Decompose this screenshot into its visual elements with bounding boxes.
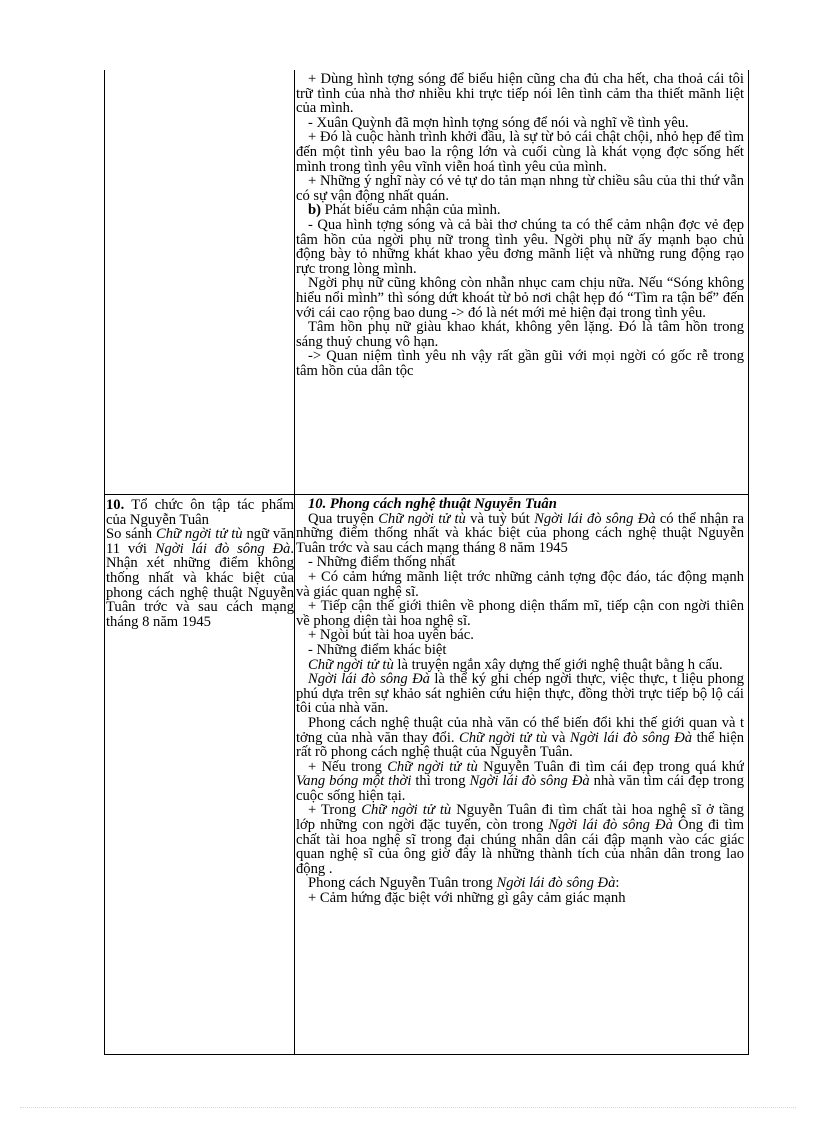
work-title: Chữ ngời tử tù — [459, 729, 548, 746]
work-title: Ngời lái đò sông Đà — [569, 729, 693, 746]
text-run: + Nếu trong — [308, 758, 388, 775]
paragraph: + Dùng hình tợng sóng để biểu hiện cũng cha đủ cha hết, cha thoả cái tôi trữ tình của nhà thơ nhiều khi trực tiếp nói lên tình cảm tha thiết mãnh liệt của mình. — [296, 72, 744, 117]
paragraph: + Tiếp cận thế giới thiên về phong diện thẩm mĩ, tiếp cận con ngời thiên về phong diện tài hoa nghệ sĩ. — [296, 598, 744, 629]
paragraph — [296, 672, 744, 716]
table-column-divider — [294, 70, 295, 1055]
work-title: Ngời lái đò sông Đà — [496, 875, 616, 892]
paragraph: + Những ý nghĩ này có vẻ tự do tản mạn nhng từ chiều sâu của thi thứ vẫn có sự vận động nhất quán. — [296, 173, 744, 204]
text-run: là truyện ngắn xây dựng thế giới nghệ thuật bằng h cấu. — [393, 656, 723, 673]
text-run: ngữ văn 11 với — [106, 526, 294, 557]
text-run: là thể ký ghi chép ngời thực, việc thực, t liệu phong phú dựa trên sự khảo sát nghiên cứu hiện thực, đồng thời trực tiếp bộ lộ cái tôi của nhà văn. — [296, 671, 744, 717]
table-bottom-border — [104, 1054, 749, 1055]
row2-task-cell — [106, 498, 294, 1052]
paragraph — [296, 760, 744, 804]
content-table — [104, 70, 749, 1055]
item-text: Phát biểu cảm nhận của mình. — [324, 202, 501, 219]
text-run: Ông đi tìm chất tài hoa nghệ sĩ trong đại chúng nhân dân cái đập mạnh vào các giác quan nghệ sĩ của ông giờ đây là những thành tích của nhân dân trong lao động . — [296, 817, 744, 877]
task-title-text: Tổ chức ôn tập tác phẩm của Nguyễn Tuân — [106, 498, 294, 528]
work-title: Chữ ngời tử tù — [361, 802, 452, 819]
paragraph: -> Quan niệm tình yêu nh vậy rất gần gũi với mọi ngời có gốc rễ trong tâm hồn của dân tộc — [296, 348, 744, 379]
paragraph — [296, 203, 744, 218]
table-left-border — [104, 70, 105, 1055]
text-run: và — [547, 729, 570, 746]
page-footer-rule — [20, 1107, 796, 1108]
text-run: + Trong — [308, 802, 362, 819]
text-run: thì trong — [411, 773, 470, 790]
paragraph — [296, 658, 744, 673]
work-title: Chữ ngời tử tù — [387, 758, 478, 775]
task-description — [106, 527, 294, 629]
work-title: Chữ ngời tử tù — [156, 526, 243, 543]
task-number: 10. — [106, 498, 125, 513]
paragraph: - Những điểm khác biệt — [308, 641, 447, 658]
paragraph: Ngời phụ nữ cũng không còn nhẫn nhục cam chịu nữa. Nếu “Sóng không hiểu nổi mình” thì sóng dứt khoát từ bỏ nơi chật hẹp đó “Tìm ra tận bể” đến với cái cao rộng bao dung -> đó là nét mới mẻ hiện đại trong tình yêu. — [296, 275, 744, 321]
text-run: Phong cách nghệ thuật của nhà văn có thể biến đổi khi thế giới quan và t tởng của nhà văn thay đổi. — [296, 714, 744, 746]
text-run: So sánh — [106, 526, 157, 543]
text-run: Phong cách Nguyễn Tuân trong — [308, 875, 497, 892]
paragraph: + Đó là cuộc hành trình khởi đầu, là sự từ bỏ cái chật chội, nhỏ hẹp để tìm đến một tình yêu bao la rộng lớn và cuối cùng là khát vọng đợc sống hết mình trong tình yêu vĩnh viễn hoá tình yêu của mình. — [296, 129, 744, 175]
table-row-divider — [104, 494, 749, 495]
text-run: Nguyễn Tuân đi tìm chất tài hoa nghệ sĩ ở tầng lớp những con ngời đặc tuyển, còn trong — [296, 802, 744, 834]
paragraph — [296, 512, 744, 556]
work-title: Ngời lái đò sông Đà — [548, 817, 673, 834]
section-heading-text: 10. Phong cách nghệ thuật Nguyễn Tuân — [308, 497, 557, 512]
text-run: . Nhận xét những điểm không thống nhất và khác biệt của phong cách nghệ thuật Nguyễn Tuân trớc và sau cách mạng tháng 8 năm 1945 — [106, 540, 294, 630]
work-title: Chữ ngời tử tù — [308, 656, 394, 673]
row1-answer-cell — [296, 72, 744, 492]
task-title — [106, 498, 294, 527]
paragraph: Tâm hồn phụ nữ giàu khao khát, không yên lặng. Đó là tâm hồn trong sáng thuỷ chung vô hạn. — [296, 319, 744, 350]
row2-answer-cell — [296, 497, 744, 1053]
work-title: Ngời lái đò sông Đà — [154, 540, 291, 557]
table-right-border — [748, 70, 749, 1055]
work-title: Ngời lái đò sông Đà — [534, 510, 656, 527]
text-run: và tuỳ bút — [465, 510, 535, 527]
paragraph: + Có cảm hứng mãnh liệt trớc những cảnh tợng độc đáo, tác động mạnh và giác quan nghệ sĩ. — [296, 568, 744, 600]
paragraph — [296, 803, 744, 876]
text-run: Qua truyện — [308, 510, 379, 527]
paragraph — [296, 716, 744, 760]
paragraph: - Xuân Quỳnh đã mợn hình tợng sóng để nói và nghĩ về tình yêu. — [308, 114, 689, 131]
paragraph: - Qua hình tợng sóng và cả bài thơ chúng ta có thể cảm nhận đợc vẻ đẹp tâm hồn của ngời phụ nữ trong tình yêu. Ngời phụ nữ ấy mạnh bạo chủ động bày tỏ những khát khao yêu đơng mãnh liệt và những rung động rạo rực trong lòng mình. — [296, 216, 744, 277]
text-run: : — [615, 875, 620, 892]
work-title: Chữ ngời tử tù — [378, 510, 466, 527]
text-run: thể hiện rất rõ phong cách nghệ thuật của Nguyễn Tuân. — [296, 729, 744, 761]
work-title: Ngời lái đò sông Đà — [308, 671, 430, 688]
paragraph: + Ngòi bút tài hoa uyên bác. — [308, 627, 474, 644]
work-title: Vang bóng một thời — [296, 773, 412, 790]
text-run: có thể nhận ra những điểm thống nhất và khác biệt của phong cách nghệ thuật Nguyễn Tuân trớc và sau cách mạng tháng 8 năm 1945 — [296, 510, 744, 556]
text-run: Nguyễn Tuân đi tìm cái đẹp trong quá khứ — [477, 758, 744, 775]
work-title: Ngời lái đò sông Đà — [469, 773, 590, 790]
paragraph — [296, 876, 744, 891]
paragraph: + Cảm hứng đặc biệt với những gì gây cảm giác mạnh — [308, 890, 626, 907]
item-label: b) — [308, 202, 321, 219]
paragraph: - Những điểm thống nhất — [308, 554, 456, 571]
section-heading — [296, 497, 744, 512]
text-run: nhà văn tìm cái đẹp trong cuộc sống hiện tại. — [296, 773, 744, 804]
